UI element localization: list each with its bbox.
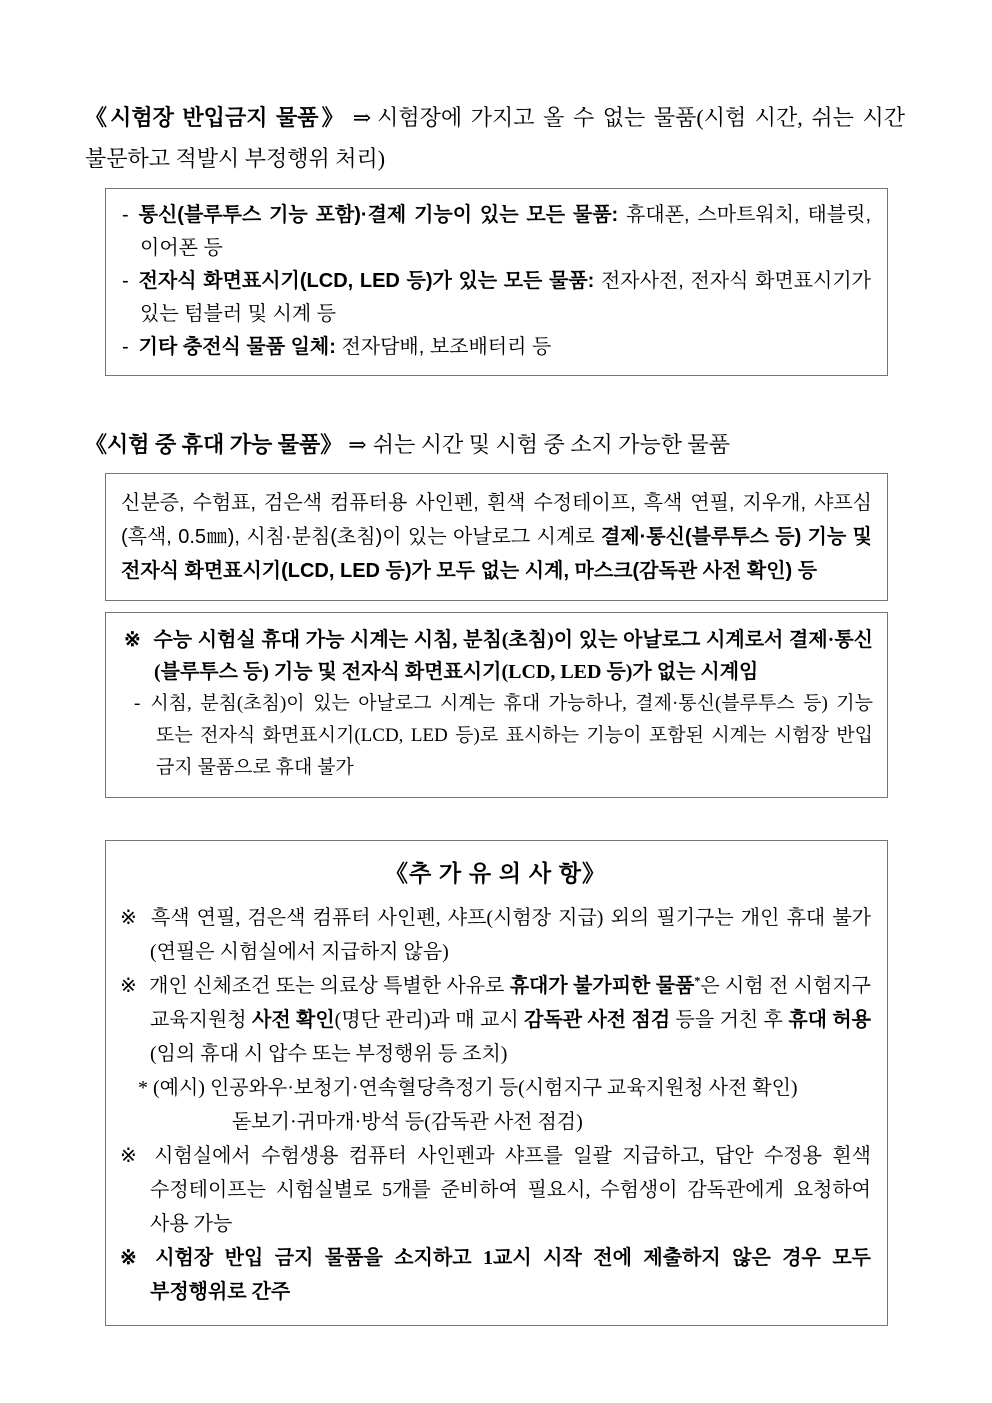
note-bullet-emphasis: 감독관 사전 점검 [524, 1009, 671, 1031]
reference-mark: ※ [120, 1247, 144, 1269]
prohibited-items-heading-desc: 시험장에 가지고 올 수 없는 물품(시험 시간, 쉬는 시간 불문하고 적발시 부정행위 처리) [85, 105, 905, 171]
note-bullet [120, 1139, 871, 1241]
prohibited-items-heading [85, 97, 905, 179]
list-item-text: 휴대폰, 스마트워치, 태블릿, 이어폰 등 [140, 204, 871, 259]
reference-mark: ※ [120, 975, 138, 997]
list-item [122, 331, 871, 364]
list-item-emphasis: 전자식 화면표시기(LCD, LED 등)가 있는 모든 물품: [138, 270, 595, 292]
reference-mark: ※ [120, 907, 139, 929]
allowed-items-normal: 신분증, 수험표, 검은색 컴퓨터용 사인펜, 흰색 수정테이프, 흑색 연필, 지우개, 샤프심(흑색, 0.5㎜), 시침·분침(초침)이 있는 아날로그 시계로 [121, 492, 872, 548]
allowed-items-box [105, 473, 888, 601]
dash-bullet: - [134, 693, 141, 714]
additional-notes-box [105, 840, 888, 1326]
list-item [122, 199, 871, 265]
note-bullet-emphasis: 사전 확인 [252, 1009, 335, 1031]
note-bullet-text: 은 시험 전 시험지구 교육지원청 [150, 975, 871, 1031]
note-bullet-text: (명단 관리)과 매 교시 [334, 1009, 525, 1031]
prohibited-items-heading-title: 《시험장 반입금지 물품》 [85, 105, 347, 130]
note-bullet [120, 901, 871, 969]
note-bullet-text: 시험실에서 수험생용 컴퓨터 사인펜과 샤프를 일괄 지급하고, 답안 수정용 흰색 수정테이프는 시험실별로 5개를 준비하여 필요시, 수험생이 감독관에게 요청하여 사용 가능 [150, 1145, 871, 1235]
note-bullet-emphasis: 휴대 허용 [788, 1009, 871, 1031]
clock-note-sub-text: 시침, 분침(초침)이 있는 아날로그 시계는 휴대 가능하나, 결제·통신(블루투스 등) 기능 또는 전자식 화면표시기(LCD, LED 등)로 표시하는 기능이 포함된 시계는 시험장 반입 금지 물품으로 휴대 불가 [150, 693, 873, 778]
allowed-items-heading-desc: 쉬는 시간 및 시험 중 소지 가능한 물품 [372, 432, 730, 457]
prohibited-items-box [105, 188, 888, 376]
note-bullet-emphasis: 휴대가 불가피한 물품 [509, 975, 695, 997]
clock-note-lead-text: 수능 시험실 휴대 가능 시계는 시침, 분침(초침)이 있는 아날로그 시계로서 결제·통신(블루투스 등) 기능 및 전자식 화면표시기(LCD, LED 등)가 없는 시계임 [153, 629, 873, 683]
arrow-glyph: ⇒ [348, 432, 367, 457]
note-bullet-text: 흑색 연필, 검은색 컴퓨터 사인펜, 샤프(시험장 지급) 외의 필기구는 개인 휴대 불가(연필은 시험실에서 지급하지 않음) [150, 907, 871, 963]
list-item-emphasis: 기타 충전식 물품 일체: [138, 336, 336, 358]
allowed-items-emphasis: 결제·통신(블루투스 등) 기능 및 전자식 화면표시기(LCD, LED 등)가 모두 없는 시계, 마스크(감독관 사전 확인) 등 [121, 526, 872, 582]
note-bullet-text: 시험장 반입 금지 물품을 소지하고 1교시 시작 전에 제출하지 않은 경우 모두 부정행위로 간주 [150, 1247, 871, 1303]
additional-notes-title: 《추 가 유 의 사 항》 [384, 861, 607, 886]
note-bullet-text: (임의 휴대 시 압수 또는 부정행위 등 조치) [150, 1043, 508, 1065]
reference-mark: ※ [120, 1145, 143, 1167]
list-item-emphasis: 통신(블루투스 기능 포함)·결제 기능이 있는 모든 물품: [138, 204, 619, 226]
note-bullet-bold [120, 1241, 871, 1309]
dash-bullet: - [122, 204, 129, 226]
clock-note-lead [124, 624, 873, 688]
arrow-glyph: ⇒ [352, 105, 372, 130]
allowed-items-heading [85, 424, 905, 465]
dash-bullet: - [122, 336, 129, 358]
example-line: * (예시) 인공와우·보청기·연속혈당측정기 등(시험지구 교육지원청 사전 확인) [138, 1077, 798, 1099]
list-item-text: 전자담배, 보조배터리 등 [335, 336, 552, 358]
allowed-items-text [121, 486, 872, 588]
list-item-text: 전자사전, 전자식 화면표시기가 있는 텀블러 및 시계 등 [140, 270, 871, 325]
note-bullet-text: 개인 신체조건 또는 의료상 특별한 사유로 [149, 975, 510, 997]
clock-note-box [105, 612, 888, 798]
dash-bullet: - [122, 270, 129, 292]
asterisk-superscript: * [694, 973, 701, 988]
list-item [122, 265, 871, 331]
reference-mark: ※ [124, 629, 142, 651]
clock-note-sub [134, 688, 873, 784]
note-bullet [120, 969, 871, 1071]
note-bullet-text: 등을 거친 후 [670, 1009, 789, 1031]
example-line: 돋보기·귀마개·방석 등(감독관 사전 점검) [232, 1111, 583, 1133]
allowed-items-heading-title: 《시험 중 휴대 가능 물품》 [85, 432, 343, 457]
